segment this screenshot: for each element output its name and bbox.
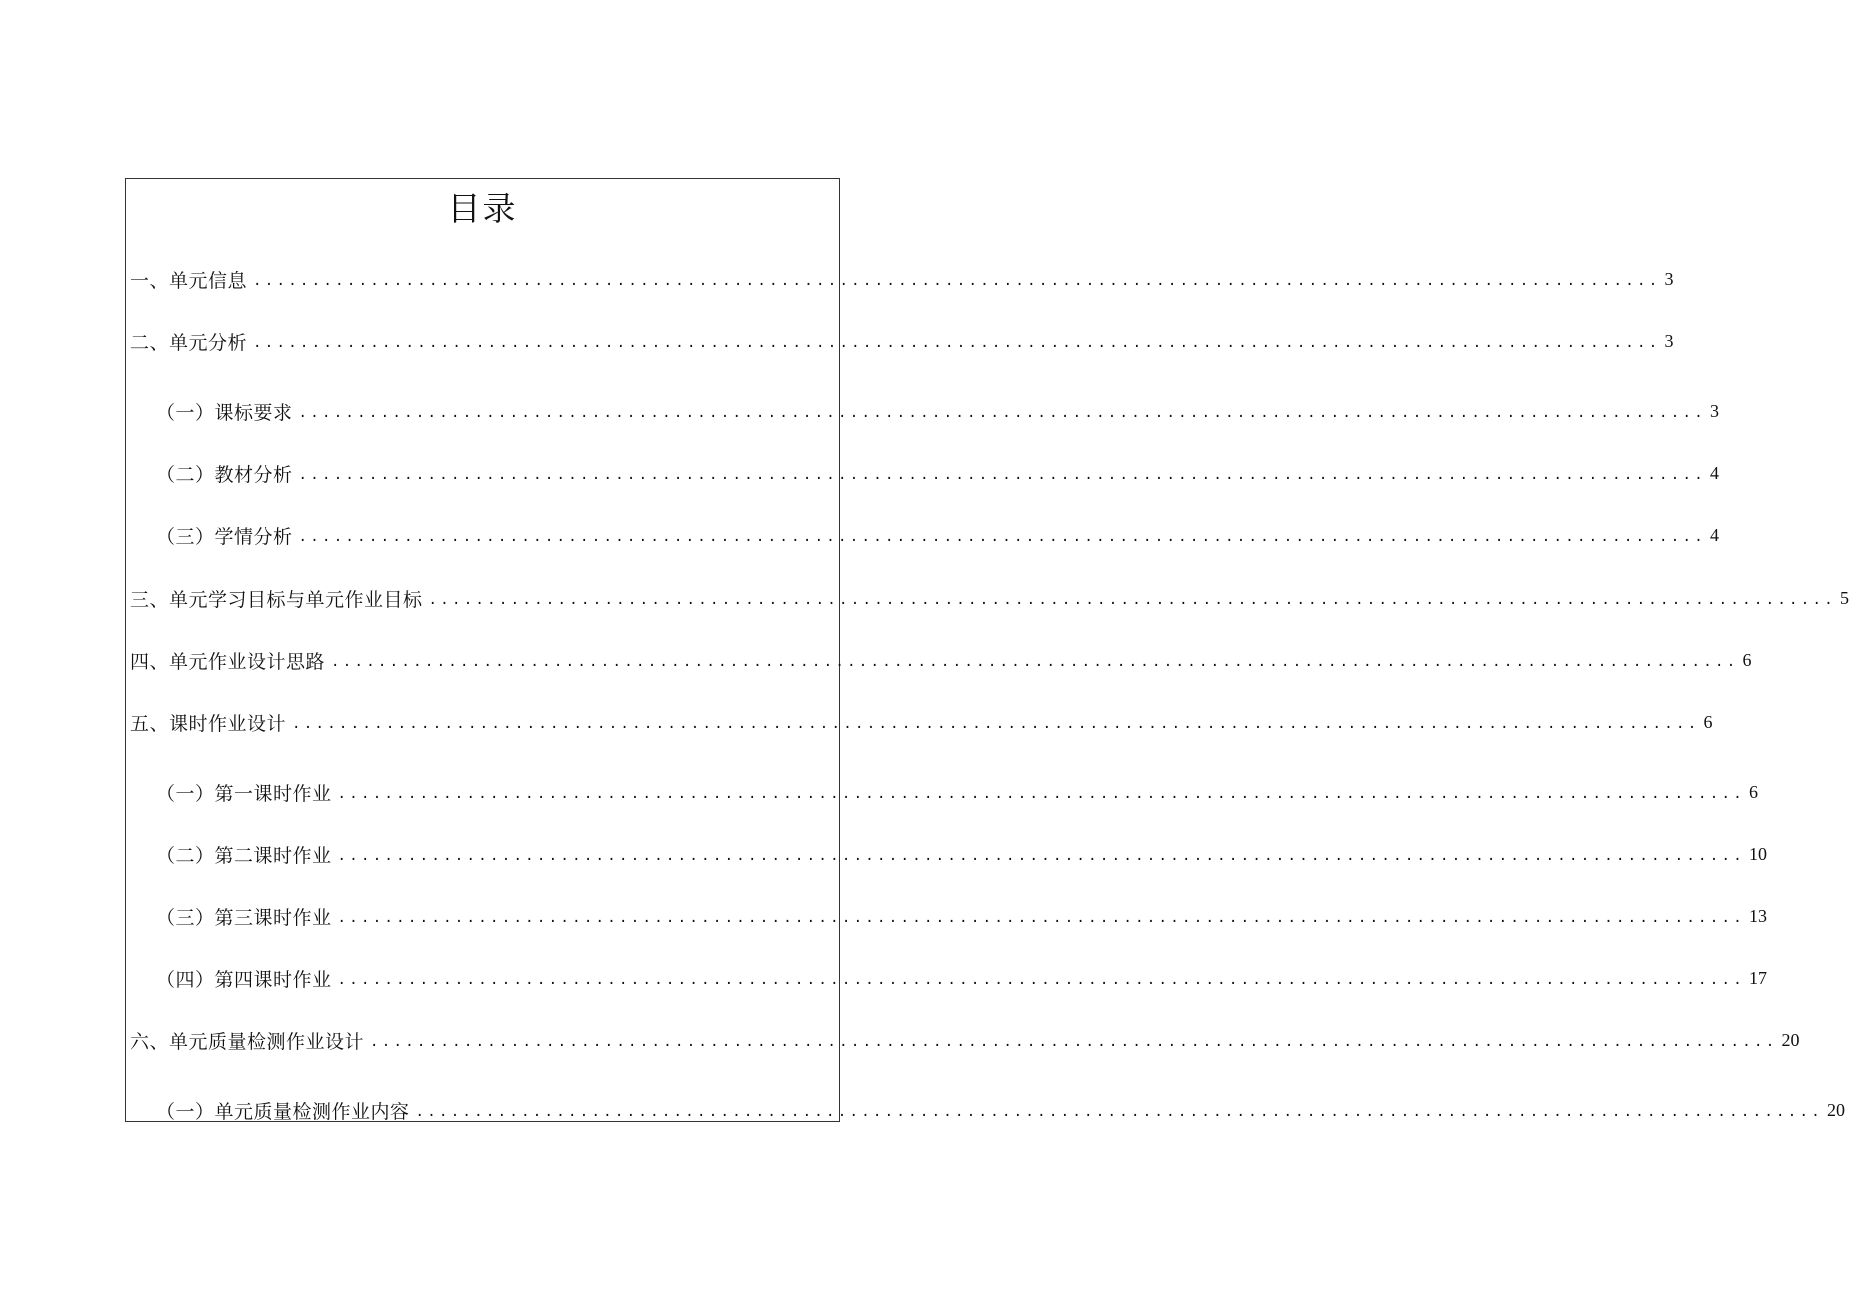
toc-entry-page: 20 — [1781, 1029, 1800, 1050]
toc-entry[interactable] — [130, 327, 1674, 355]
toc-entry[interactable] — [156, 840, 1767, 868]
dot-leader: ........................................................................................................................ — [415, 1104, 1823, 1120]
toc-entry-page: 6 — [1742, 649, 1752, 670]
toc-entry-page: 3 — [1709, 400, 1719, 421]
toc-entry[interactable] — [156, 778, 1758, 806]
dot-leader: ........................................................................................................................ — [292, 716, 1700, 732]
toc-entry-page: 5 — [1839, 587, 1849, 608]
toc-entry[interactable] — [156, 1096, 1845, 1124]
toc-entry-label: 二、单元分析 — [130, 331, 248, 354]
dot-leader: ........................................................................................................................ — [298, 405, 1706, 421]
toc-entry-page: 3 — [1664, 330, 1674, 351]
toc-entry-label: 三、单元学习目标与单元作业目标 — [130, 588, 423, 611]
toc-entry-label: 一、单元信息 — [130, 269, 248, 292]
toc-entry[interactable] — [130, 708, 1713, 736]
toc-entry-label: 六、单元质量检测作业设计 — [130, 1030, 365, 1053]
toc-entry[interactable] — [130, 584, 1849, 612]
dot-leader: ........................................................................................................................ — [337, 848, 1745, 864]
toc-entry-page: 6 — [1703, 711, 1713, 732]
toc-entry-label: （四）第四课时作业 — [156, 968, 332, 991]
toc-entry-page: 6 — [1748, 781, 1758, 802]
dot-leader: ........................................................................................................................ — [298, 467, 1706, 483]
toc-entry-label: （二）教材分析 — [156, 463, 293, 486]
toc-entry-page: 4 — [1709, 524, 1719, 545]
dot-leader: ........................................................................................................................ — [428, 592, 1836, 608]
dot-leader: ........................................................................................................................ — [370, 1034, 1778, 1050]
toc-entry-page: 20 — [1826, 1099, 1845, 1120]
dot-leader: ........................................................................................................................ — [337, 786, 1745, 802]
dot-leader: ........................................................................................................................ — [337, 910, 1745, 926]
toc-entry-label: 五、课时作业设计 — [130, 712, 287, 735]
toc-entry-page: 17 — [1748, 967, 1767, 988]
toc-entry-page: 3 — [1664, 268, 1674, 289]
toc-entry-label: 四、单元作业设计思路 — [130, 650, 326, 673]
toc-entry-label: （一）课标要求 — [156, 401, 293, 424]
toc-entry[interactable] — [130, 646, 1752, 674]
dot-leader: ........................................................................................................................ — [253, 273, 1661, 289]
toc-entry[interactable] — [156, 397, 1719, 425]
toc-entry-label: （一）单元质量检测作业内容 — [156, 1100, 410, 1123]
dot-leader: ........................................................................................................................ — [253, 335, 1661, 351]
toc-entry[interactable] — [156, 902, 1767, 930]
toc-entry-page: 10 — [1748, 843, 1767, 864]
toc-entry-page: 13 — [1748, 905, 1767, 926]
toc-frame — [125, 178, 1849, 1123]
toc-entry-label: （一）第一课时作业 — [156, 782, 332, 805]
toc-entry-label: （三）第三课时作业 — [156, 906, 332, 929]
toc-entry-label: （三）学情分析 — [156, 525, 293, 548]
dot-leader: ........................................................................................................................ — [331, 654, 1739, 670]
toc-entry[interactable] — [156, 459, 1719, 487]
toc-entry[interactable] — [156, 964, 1767, 992]
toc-entry[interactable] — [130, 1026, 1800, 1054]
dot-leader: ........................................................................................................................ — [298, 529, 1706, 545]
toc-entry-page: 4 — [1709, 462, 1719, 483]
toc-entry[interactable] — [156, 521, 1719, 549]
toc-entry-label: （二）第二课时作业 — [156, 844, 332, 867]
dot-leader: ........................................................................................................................ — [337, 972, 1745, 988]
toc-entry[interactable] — [130, 265, 1674, 293]
toc-title: 目录 — [447, 189, 518, 228]
